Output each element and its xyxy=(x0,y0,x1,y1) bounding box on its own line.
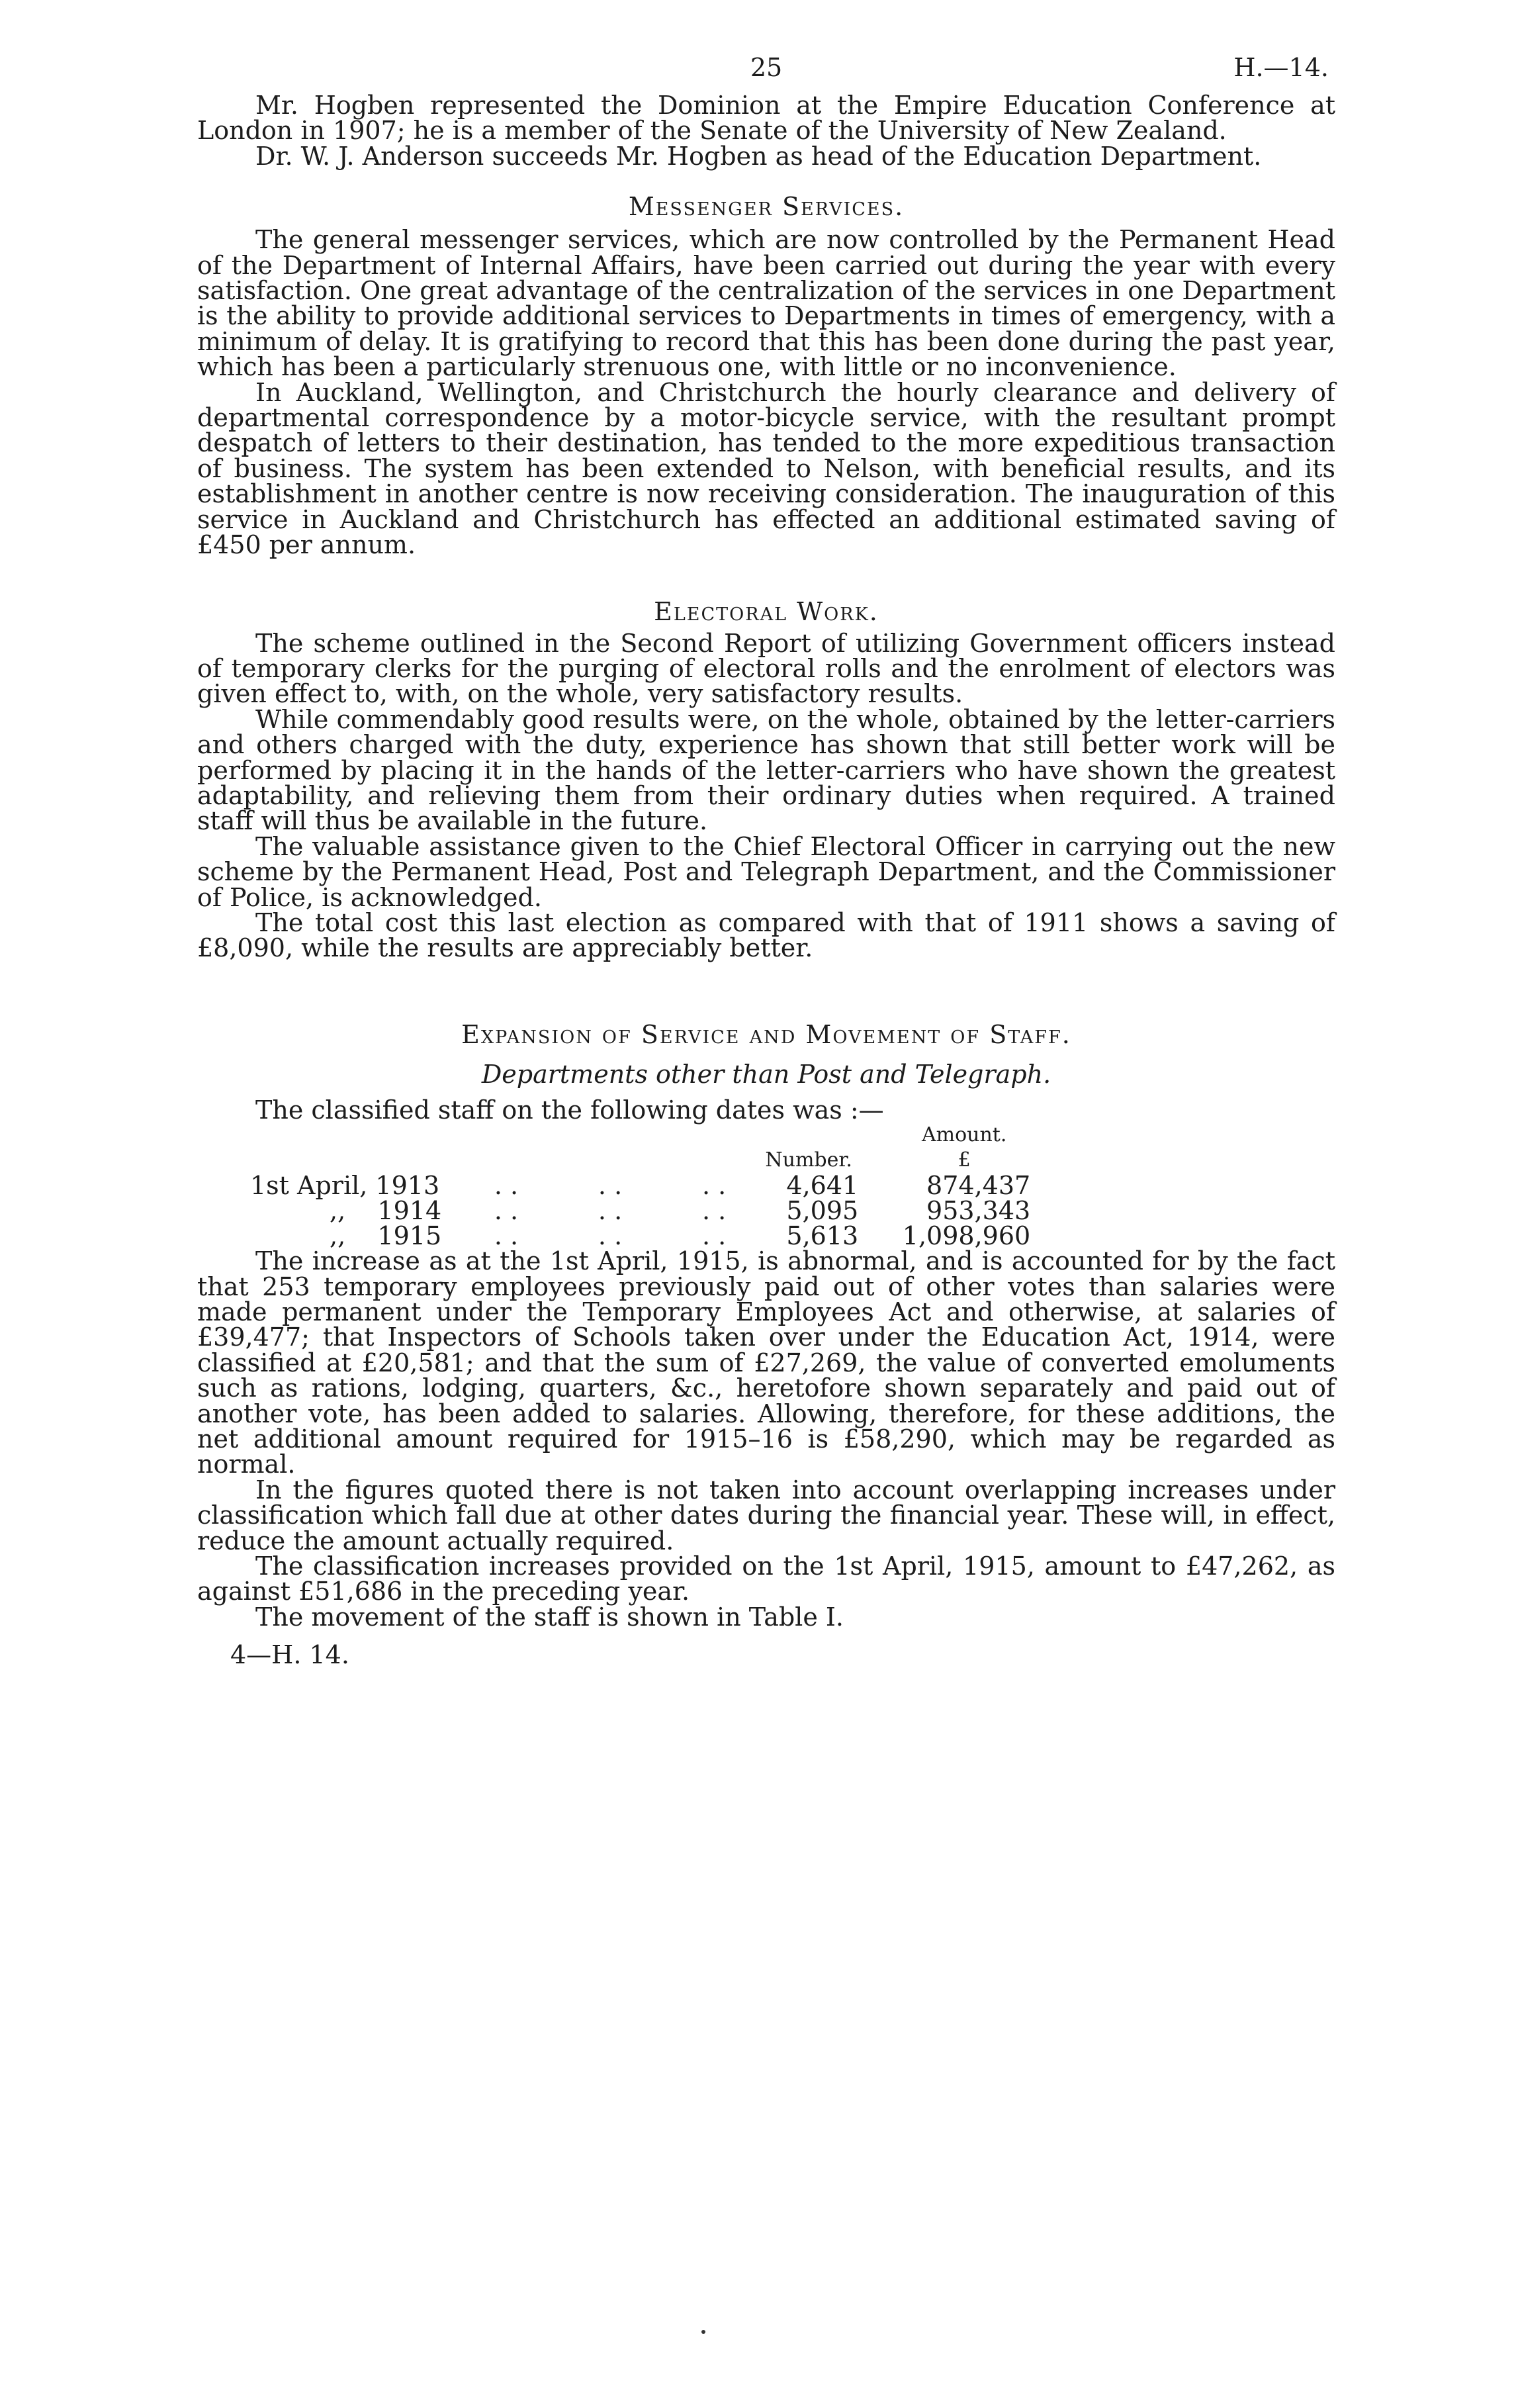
printer-mark xyxy=(701,2330,705,2334)
expansion-paragraph-2: In the figures quoted there is not taken into account overlapping increases under classification which fall due at other dates during the financial year. These will, in effect, reduce the amount actually required. xyxy=(197,1475,1335,1555)
electoral-work-heading: Electoral Work. xyxy=(654,596,879,626)
expansion-paragraph-1: The increase as at the 1st April, 1915, is abnormal, and is accounted for by the fact that 253 temporary employees previously paid out of other votes than salaries were made permanent under the Temporary Employees Act and otherwise, at salaries of £39,477; that Inspectors of Schools taken over under the Education Act, 1914, were classified at £20,581; and that the sum of £27,269, the value of converted emoluments such as rations, lodging, quarters, &c., heretofore shown separately and paid out of another vote, has been added to salaries. Allowing, therefore, for these additions, the net additional amount required for 1915–16 is £58,290, which may be regarded as normal. xyxy=(197,1246,1335,1479)
row-date: 1st April, 1913 xyxy=(250,1171,440,1201)
row-leaders: . . . . . . xyxy=(494,1221,727,1251)
row-leaders: . . . . . . xyxy=(494,1196,727,1226)
row-leaders: . . . . . . xyxy=(494,1171,727,1201)
classified-staff-intro: The classified staff on the following dates was :— xyxy=(255,1095,884,1125)
messenger-paragraph-1: The general messenger services, which are now controlled by the Permanent Head of the Department of Internal Affairs, have been carried out during the year with every satisfaction. One great advantage of the centralization of the services in one Department is the ability to provide additional services to Departments in times of emergency, with a minimum of delay. It is gratifying to record that this has been done during the past year, which has been a particularly strenuous one, with little or no inconvenience. xyxy=(197,225,1335,382)
column-header-amount-unit: £ xyxy=(958,1148,971,1172)
row-amount: 953,343 xyxy=(926,1196,1031,1226)
table-row xyxy=(197,1198,1044,1223)
row-number: 5,613 xyxy=(786,1221,859,1251)
expansion-paragraph-4: The movement of the staff is shown in Table I. xyxy=(255,1602,844,1632)
messenger-services-heading: Messenger Services. xyxy=(628,192,905,222)
row-date: ,, 1915 xyxy=(330,1221,442,1251)
row-number: 4,641 xyxy=(786,1171,859,1201)
row-amount: 874,437 xyxy=(926,1171,1031,1201)
electoral-paragraph-4: The total cost this last election as compared with that of 1911 shows a saving of £8,090, while the results are appreciably better. xyxy=(197,907,1335,963)
classified-staff-table xyxy=(197,1123,1044,1251)
column-header-amount xyxy=(885,1123,1044,1173)
column-header-amount-label: Amount. xyxy=(921,1123,1007,1147)
document-page xyxy=(197,40,1335,1669)
page-header xyxy=(197,40,1335,93)
expansion-paragraph-3: The classification increases provided on the 1st April, 1915, amount to £47,262, as against £51,686 in the preceding year. xyxy=(197,1551,1335,1606)
intro-paragraph-1: Mr. Hogben represented the Dominion at the Empire Education Conference at London in 1907; he is a member of the Senate of the University of New Zealand. xyxy=(197,91,1335,146)
table-header-row xyxy=(197,1123,1044,1173)
intro-paragraph-2: Dr. W. J. Anderson succeeds Mr. Hogben as head of the Education Department. xyxy=(255,141,1262,171)
table-row xyxy=(197,1223,1044,1248)
document-code: H.—14. xyxy=(1233,53,1329,82)
electoral-paragraph-2: While commendably good results were, on the whole, obtained by the letter-carriers and others charged with the duty, experience has shown that still better work will be performed by placing it in the hands of the letter-carriers who have shown the greatest adaptability, and relieving them from their ordinary duties when required. A trained staff will thus be available in the future. xyxy=(197,704,1335,836)
column-header-number: Number. xyxy=(765,1148,852,1172)
expansion-subheading: Departments other than Post and Telegraph. xyxy=(481,1059,1051,1089)
electoral-paragraph-3: The valuable assistance given to the Chief Electoral Officer in carrying out the new scheme by the Permanent Head, Post and Telegraph Department, and the Commissioner of Police, is acknowledged. xyxy=(197,831,1335,912)
page-number: 25 xyxy=(750,53,783,82)
expansion-heading: Expansion of Service and Movement of Staff. xyxy=(461,1019,1071,1049)
electoral-paragraph-1: The scheme outlined in the Second Report of utilizing Government officers instead of temporary clerks for the purging of electoral rolls and the enrolment of electors was given effect to, with, on the whole, very satisfactory results. xyxy=(197,628,1335,709)
footer-signature: 4—H. 14. xyxy=(230,1640,349,1670)
table-row xyxy=(197,1173,1044,1198)
row-number: 5,095 xyxy=(786,1196,859,1226)
row-amount: 1,098,960 xyxy=(902,1221,1031,1251)
row-date: ,, 1914 xyxy=(330,1196,442,1226)
messenger-paragraph-2: In Auckland, Wellington, and Christchurch the hourly clearance and delivery of departmental correspondence by a motor-bicycle service, with the resultant prompt despatch of letters to their destination, has tended to the more expeditious transaction of business. The system has been extended to Nelson, with beneficial results, and its establishment in another centre is now receiving consideration. The inauguration of this service in Auckland and Christchurch has effected an additional estimated saving of £450 per annum. xyxy=(197,377,1335,560)
